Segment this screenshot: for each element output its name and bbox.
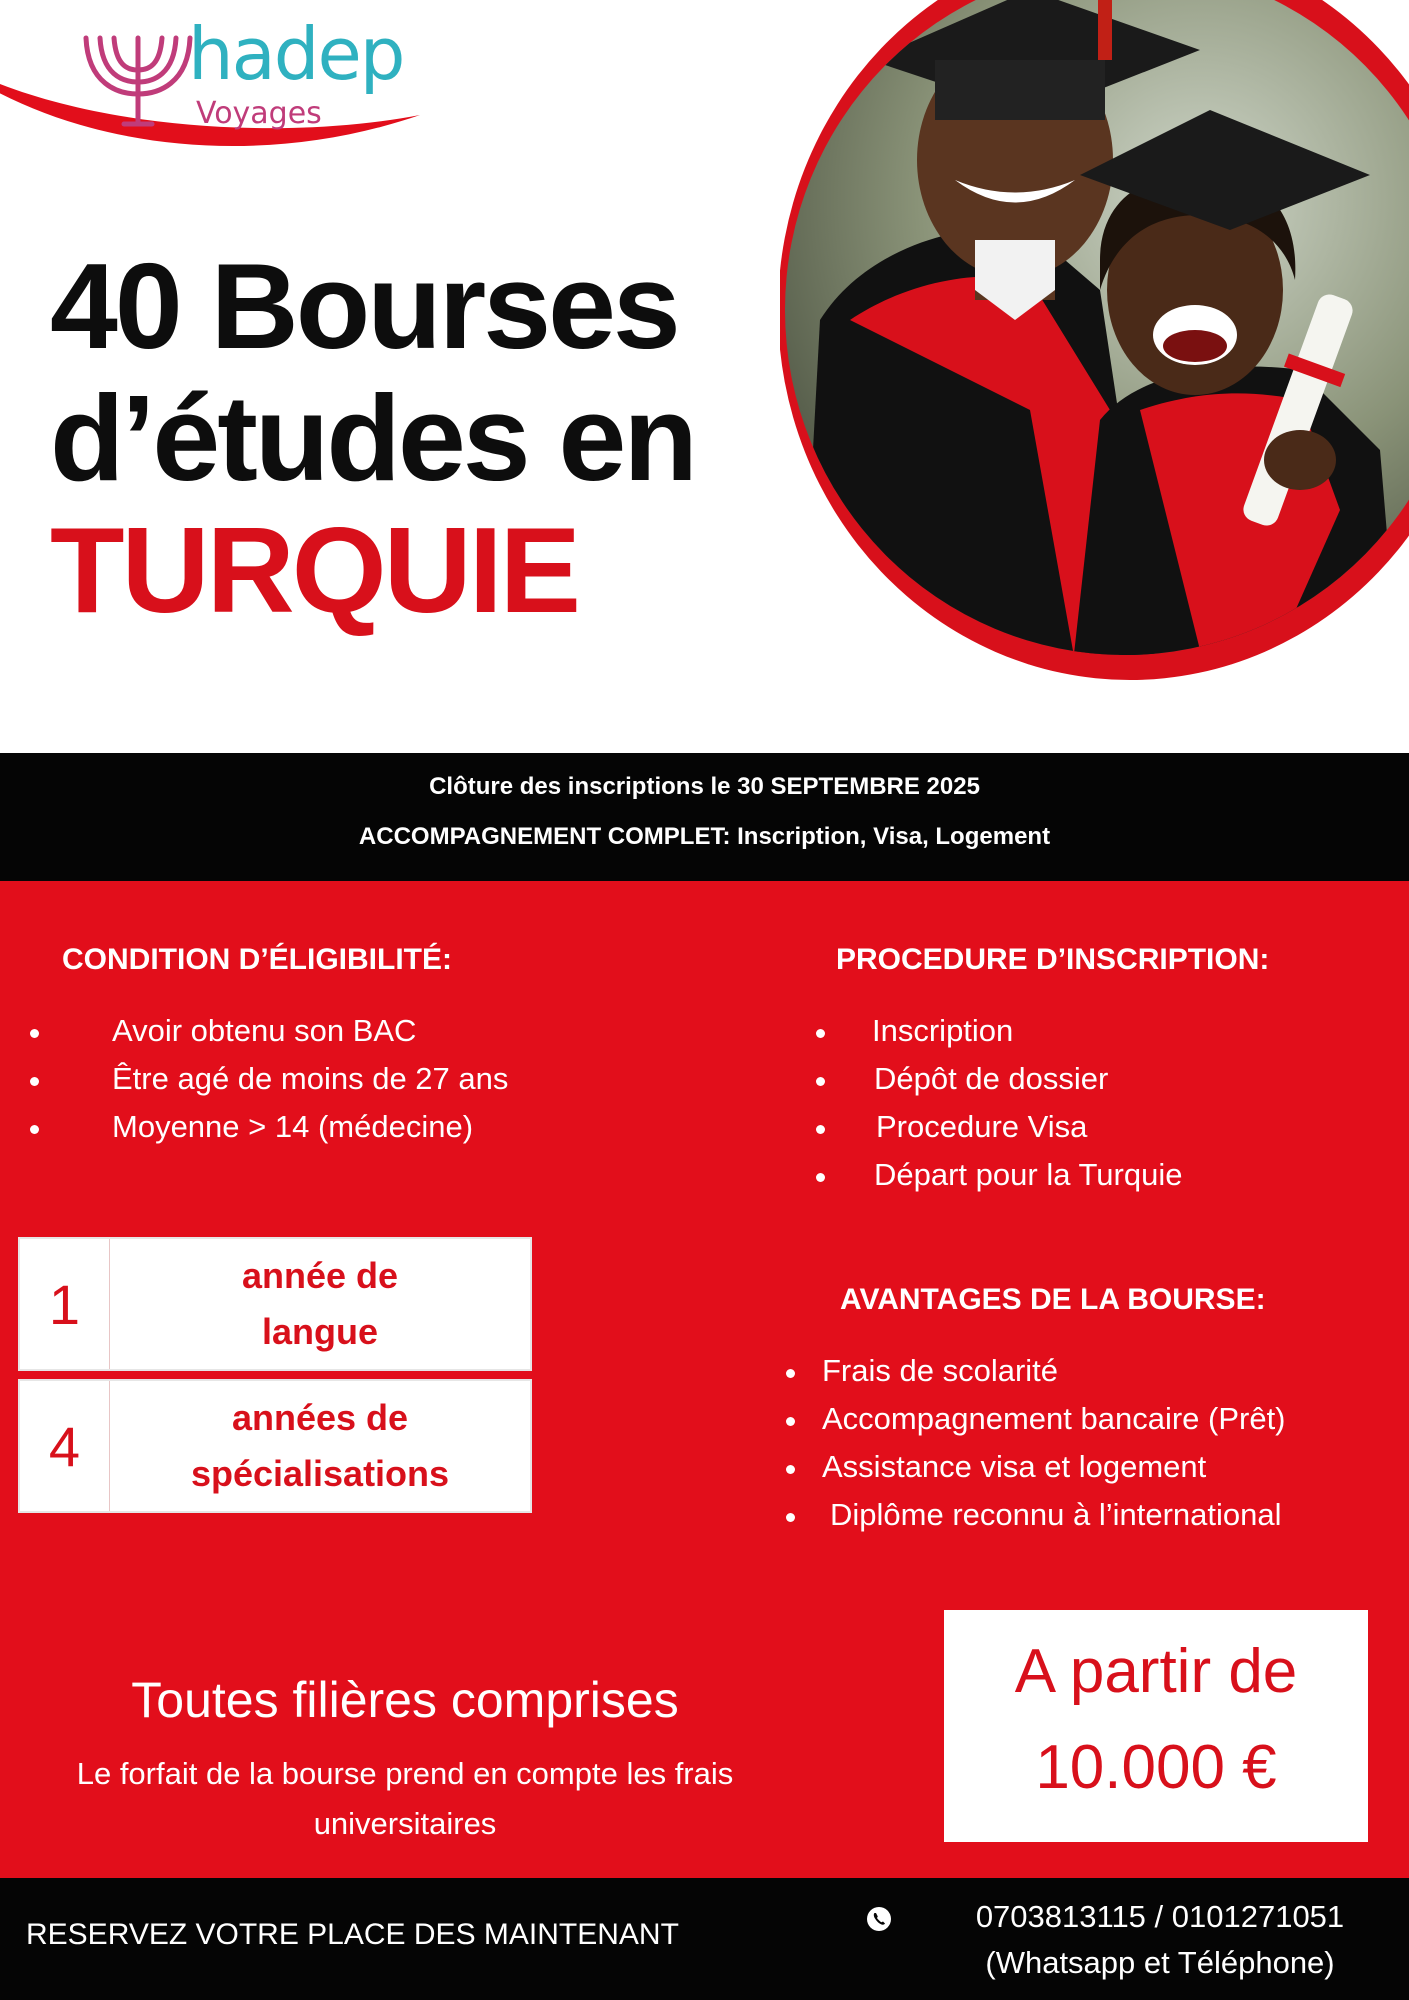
duration-number: 4 bbox=[20, 1381, 110, 1511]
eligibility-title: CONDITION D’ÉLIGIBILITÉ: bbox=[62, 943, 452, 976]
title-line-2: d’études en bbox=[50, 370, 695, 506]
price-amount: 10.000 € bbox=[1035, 1733, 1277, 1802]
price-box bbox=[944, 1610, 1368, 1842]
list-item: Avoir obtenu son BAC bbox=[0, 1007, 508, 1055]
bullet-icon bbox=[816, 1173, 825, 1182]
footer-bar bbox=[0, 1878, 1409, 2000]
list-item: Moyenne > 14 (médecine) bbox=[0, 1103, 508, 1151]
list-item: Inscription bbox=[0, 1007, 1182, 1055]
phone-note: (Whatsapp et Téléphone) bbox=[985, 1945, 1335, 1980]
brand-subtitle: Voyages bbox=[196, 96, 322, 131]
title-line-1: 40 Bourses bbox=[50, 238, 678, 374]
brand-logo[interactable] bbox=[78, 12, 418, 132]
support-text: ACCOMPAGNEMENT COMPLET: Inscription, Visa, Logement bbox=[358, 823, 1051, 850]
deadline-band bbox=[0, 753, 1409, 881]
list-item: Dépôt de dossier bbox=[0, 1055, 1182, 1103]
bullet-icon bbox=[816, 1125, 825, 1134]
bullet-icon bbox=[816, 1077, 825, 1086]
bullet-icon bbox=[786, 1513, 795, 1522]
bullet-icon bbox=[786, 1369, 795, 1378]
bullet-icon bbox=[786, 1465, 795, 1474]
list-item: Départ pour la Turquie bbox=[0, 1151, 1182, 1199]
bullet-icon bbox=[786, 1417, 795, 1426]
reserve-cta: RESERVEZ VOTRE PLACE DES MAINTENANT bbox=[26, 1918, 679, 1951]
list-item: Frais de scolarité bbox=[0, 1347, 1286, 1395]
whatsapp-phone-icon[interactable] bbox=[866, 1906, 892, 1932]
price-prefix: A partir de bbox=[1014, 1637, 1298, 1706]
advantages-list bbox=[0, 1347, 1286, 1539]
advantages-title: AVANTAGES DE LA BOURSE: bbox=[840, 1283, 1266, 1316]
bullet-icon bbox=[816, 1029, 825, 1038]
page-title bbox=[50, 240, 810, 636]
brand-name: hadep bbox=[188, 12, 404, 96]
list-item: Être agé de moins de 27 ans bbox=[0, 1055, 508, 1103]
list-item: Assistance visa et logement bbox=[0, 1443, 1286, 1491]
procedure-list bbox=[0, 1007, 1182, 1199]
list-item: Procedure Visa bbox=[0, 1103, 1182, 1151]
filieres-description: Le forfait de la bourse prend en compte les frais universitaires bbox=[76, 1756, 734, 1841]
list-item: Accompagnement bancaire (Prêt) bbox=[0, 1395, 1286, 1443]
duration-label: années de spécialisations bbox=[190, 1397, 450, 1494]
deadline-text: Clôture des inscriptions le 30 SEPTEMBRE 2025 bbox=[429, 773, 980, 800]
graduates-photo bbox=[780, 0, 1409, 690]
procedure-title: PROCEDURE D’INSCRIPTION: bbox=[836, 943, 1270, 976]
title-line-3: TURQUIE bbox=[50, 502, 578, 638]
menorah-icon bbox=[78, 24, 198, 134]
duration-number: 1 bbox=[20, 1239, 110, 1369]
filieres-title: Toutes filières comprises bbox=[131, 1672, 679, 1728]
duration-label: année de langue bbox=[241, 1255, 399, 1352]
phone-numbers[interactable]: 0703813115 / 0101271051 bbox=[975, 1899, 1345, 1934]
list-item: Diplôme reconnu à l’international bbox=[0, 1491, 1286, 1539]
contact-phones[interactable] bbox=[950, 1894, 1370, 1986]
